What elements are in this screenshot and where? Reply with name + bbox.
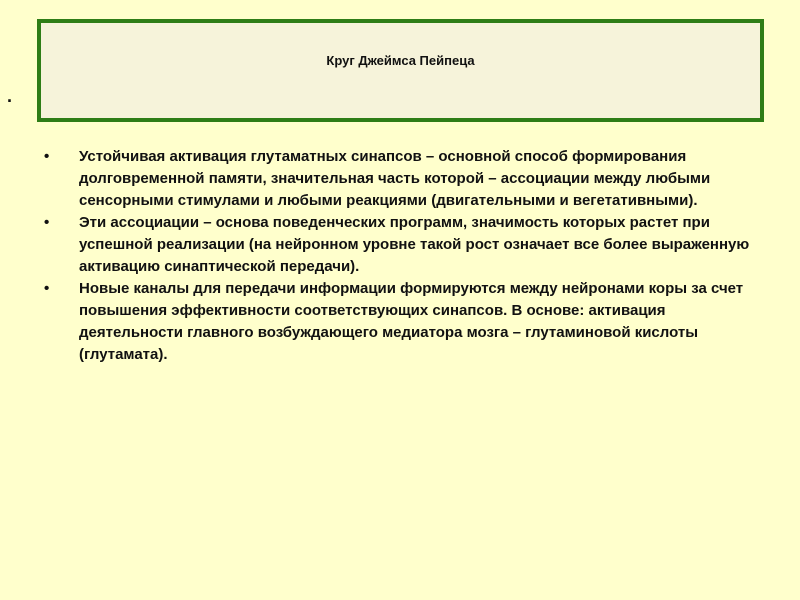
- bullet-marker-icon: •: [44, 214, 50, 231]
- bullet-marker-icon: •: [44, 148, 50, 165]
- bullet-marker-icon: •: [44, 280, 50, 297]
- bullet-text: Эти ассоциации – основа поведенческих программ, значимость которых растет при успешной реализации (на нейронном уровне такой рост означает все более выраженную активацию синаптической передачи).: [79, 214, 750, 275]
- bullet-item: [44, 146, 754, 212]
- bullet-item: [44, 278, 754, 366]
- stray-dot: .: [7, 86, 13, 106]
- bullet-text: Новые каналы для передачи информации формируются между нейронами коры за счет повышения эффективности соответствующих синапсов. В основе: активация деятельности главного возбуждающего медиатора мозга – глутаминовой кислоты (глутамата).: [79, 280, 744, 363]
- title-box: [37, 19, 764, 122]
- bullet-text: Устойчивая активация глутаматных синапсов – основной способ формирования долговременной памяти, значительная часть которой – ассоциации между любыми сенсорными стимулами и любыми реакциями (двигательными и вегетативными).: [79, 148, 711, 209]
- slide-title: Круг Джеймса Пейпеца: [326, 53, 475, 68]
- bullet-list: [44, 146, 754, 366]
- bullet-item: [44, 212, 754, 278]
